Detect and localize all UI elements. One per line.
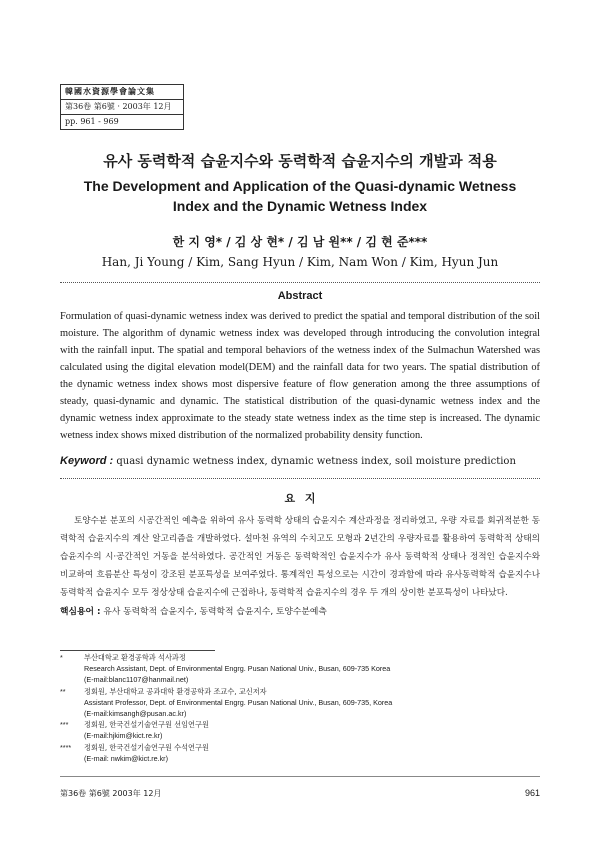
title-english-line1: The Development and Application of the Quasi-dynamic Wetness xyxy=(83,178,517,194)
footnote-line: 정회원, 한국건설기술연구원 수석연구원 xyxy=(84,742,209,752)
korean-keyword-list: 유사 동력학적 습윤지수, 동력학적 습윤지수, 토양수분예측 xyxy=(103,607,327,617)
title-english-line2: Index and the Dynamic Wetness Index xyxy=(172,198,428,214)
abstract-body: Formulation of quasi-dynamic wetness index was derived to predict the spatial and temporal distribution of the soil moisture. The algorithm of dynamic wetness index was developed through introducing the convolution integral with the rainfall input. The spatial and temporal behaviors of the wetness index of the Sulmachun Watershed was calculated using the digital elevation model(DEM) and the rainfall data for two years. The spatial distribution of the dynamic wetness index shows most dispersive feature of flow generation among the three assumptions of steady, quasi-dynamic and dynamic. The statistical distribution of the quasi-dynamic wetness index and the dynamic wetness index approximate to the steady state wetness index as the time step is increased. The dynamic wetness index shows mixed distribution of the normalized probability density function. xyxy=(60,311,540,441)
footnote-4 xyxy=(60,742,540,764)
footnote-mark: *** xyxy=(60,720,69,730)
footnote-line: (E-mail:blanc1107@hanmail.net) xyxy=(84,675,189,685)
authors-korean: 한 지 영* / 김 상 현* / 김 남 원** / 김 현 준*** xyxy=(172,235,428,249)
footnote-mark: * xyxy=(60,653,63,662)
journal-pages: pp. 961 - 969 xyxy=(65,117,119,126)
footnote-line: 부산대학교 환경공학과 석사과정 xyxy=(84,653,186,662)
journal-name: 韓國水資源學會論文集 xyxy=(61,85,183,100)
footnote-mark: **** xyxy=(60,742,72,752)
footnote-mark: ** xyxy=(60,686,66,696)
footnote-1 xyxy=(60,652,540,686)
footnote-line: (E-mail:kimsangh@pusan.ac.kr) xyxy=(84,709,187,719)
title-english xyxy=(80,176,520,216)
authors-english: Han, Ji Young / Kim, Sang Hyun / Kim, Nam Won / Kim, Hyun Jun xyxy=(101,255,499,269)
journal-volume: 第36卷 第6號 · 2003年 12月 xyxy=(61,100,183,115)
divider xyxy=(60,282,540,283)
footnote-line: (E-mail:hjkim@kict.re.kr) xyxy=(84,731,163,741)
footnote-2 xyxy=(60,686,540,720)
title-korean: 유사 동력학적 습윤지수와 동력학적 습윤지수의 개발과 적용 xyxy=(103,152,497,170)
summary-heading: 요 지 xyxy=(284,492,316,505)
journal-info-box xyxy=(60,84,184,130)
footnote-divider xyxy=(60,650,215,651)
footer-journal-issue: 第36卷 第6號 2003年 12月 xyxy=(60,789,162,798)
footnote-line: (E-mail: nwkim@kict.re.kr) xyxy=(84,753,168,763)
footnote-3 xyxy=(60,719,540,741)
footnote-line: Research Assistant, Dept. of Environmental Engrg. Pusan National Univ., Busan, 609-735 Korea xyxy=(84,664,391,674)
footnotes xyxy=(60,652,540,764)
abstract-heading: Abstract xyxy=(277,290,323,302)
footnote-line: 정회원, 한국건설기술연구원 선임연구원 xyxy=(84,720,209,730)
footnote-line: 정회원, 부산대학교 공과대학 환경공학과 조교수, 교신저자 xyxy=(84,686,267,696)
korean-keyword-label: 핵심용어 : xyxy=(60,607,101,617)
keyword-label: Keyword : xyxy=(60,455,114,467)
footer-divider xyxy=(60,776,540,777)
abstract-keywords xyxy=(60,455,540,467)
keyword-list: quasi dynamic wetness index, dynamic wetness index, soil moisture prediction xyxy=(116,456,516,467)
footnote-line: Assistant Professor, Dept. of Environmental Engrg. Pusan National Univ., Busan, 609-735, Korea xyxy=(84,697,393,707)
summary-body: 토양수분 분포의 시공간적인 예측을 위하여 유사 동력학 상태의 습윤지수 계산과정을 정리하였고, 우량 자료를 회귀적분한 동력학적 습윤지수의 계산 알고리즘을 개발하였다. 설마천 유역의 수치고도 모형과 2년간의 우량자료를 활용하여 동력학적 상태의 습윤지수의 시·공간적인 거동을 분석하였다. 공간적인 거동은 동력학적인 습윤지수가 유사 동력학적 상태나 정적인 습윤지수와 비교하여 흐름분산 특성이 강조된 분포특성을 보여주었다. 통계적인 특성으로는 시간이 경과함에 따라 유사동력학적 습윤지수나 동력학적 습윤지수 모두 정상상태 습윤지수에 근접하나, 동력학적 습윤지수의 경우 두 개의 상이한 분포특성이 나타났다. xyxy=(60,516,540,598)
summary-keywords xyxy=(60,604,540,617)
page-number: 961 xyxy=(524,788,540,798)
divider xyxy=(60,478,540,479)
